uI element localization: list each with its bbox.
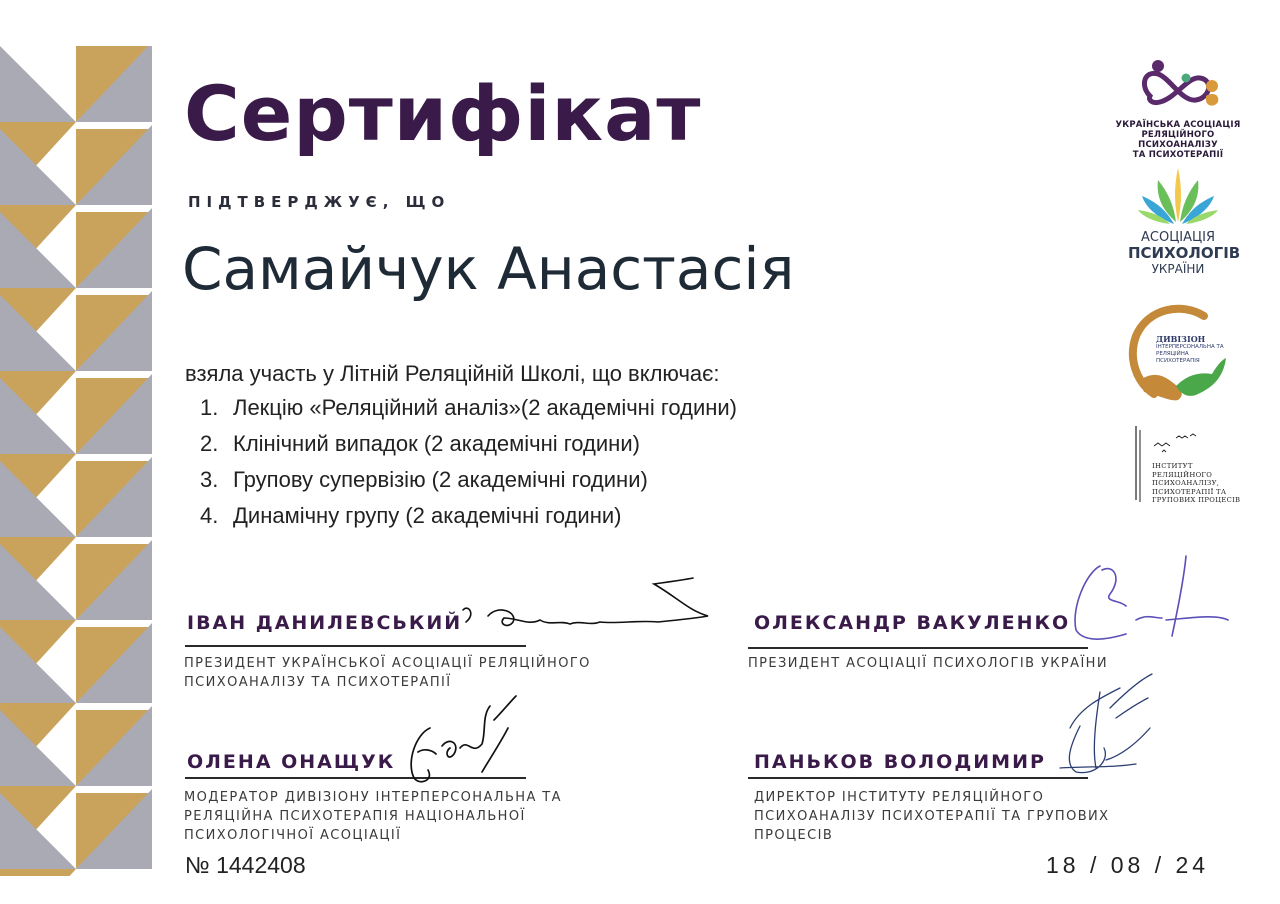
confirms-subtitle: ПІДТВЕРДЖУЄ, ЩО: [188, 193, 451, 211]
program-item: [200, 502, 737, 538]
program-item: [200, 430, 737, 466]
logo-line: ГРУПОВИХ ПРОЦЕСІВ: [1152, 496, 1241, 504]
uarpp-text: [1108, 120, 1248, 160]
item-text: Лекцію «Реляційний аналіз»(2 академічні години): [233, 395, 738, 420]
program-item: [200, 466, 737, 502]
signatory-name-danylevskyi: ІВАН ДАНИЛЕВСЬКИЙ: [187, 612, 463, 634]
logo-line: ТА ПСИХОТЕРАПІЇ: [1132, 150, 1224, 160]
institute-text: [1152, 462, 1252, 505]
recipient-name: Самайчук Анастасія: [182, 235, 795, 303]
role-line: ПСИХОАНАЛІЗУ ТА ПСИХОТЕРАПІЇ: [184, 675, 452, 690]
role-line: ДИРЕКТОР ІНСТИТУТУ РЕЛЯЦІЙНОГО: [754, 790, 1045, 805]
decorative-chevron-border: [0, 46, 152, 876]
role-line: ПРОЦЕСІВ: [754, 828, 834, 843]
logo-line: УКРАЇНСЬКА АСОЦІАЦІЯ: [1115, 120, 1241, 130]
certificate-date: 18 / 08 / 24: [1046, 852, 1210, 878]
division-line-1: ДИВІЗІОН: [1156, 334, 1206, 344]
role-line: ПСИХОАНАЛІЗУ ПСИХОТЕРАПІЇ ТА ГРУПОВИХ: [754, 809, 1110, 824]
signatory-name-onashchuk: ОЛЕНА ОНАЩУК: [187, 751, 396, 773]
item-number: 3.: [200, 467, 219, 492]
signatory-role-danylevskyi: [184, 654, 591, 692]
logo-line: ПСИХОАНАЛІЗУ,: [1152, 479, 1220, 487]
program-items-list: [200, 394, 737, 538]
signature-danylevskyi: [458, 574, 718, 634]
logo-institute: [1132, 424, 1252, 504]
infinity-figures-icon: [1130, 56, 1226, 116]
participation-intro: взяла участь у Літній Реляційній Школі, що включає:: [185, 361, 720, 386]
logo-division: [1126, 302, 1230, 406]
role-line: ПРЕЗИДЕНТ УКРАЇНСЬКОЇ АСОЦІАЦІЇ РЕЛЯЦІЙНОГО: [184, 656, 591, 671]
signatory-role-onashchuk: [184, 788, 562, 845]
logo-app: [1128, 164, 1241, 276]
certificate-title: Сертифікат: [184, 69, 702, 158]
item-number: 4.: [200, 503, 219, 528]
decorative-triangle: [0, 46, 76, 122]
logo-line: РЕЛЯЦІЙНОГО ПСИХОАНАЛІЗУ: [1138, 130, 1218, 150]
item-text: Групову супервізію (2 академічні години): [233, 467, 648, 492]
signature-line: [185, 645, 526, 647]
certificate-number: № 1442408: [185, 852, 306, 878]
division-line-2: ІНТЕРПЕРСОНАЛЬНА ТА: [1156, 344, 1224, 350]
role-line: РЕЛЯЦІЙНА ПСИХОТЕРАПІЯ НАЦІОНАЛЬНОЇ: [184, 809, 526, 824]
role-line: ПРЕЗИДЕНТ АСОЦІАЦІЇ ПСИХОЛОГІВ УКРАЇНИ: [748, 656, 1108, 671]
item-number: 2.: [200, 431, 219, 456]
signature-onashchuk: [398, 692, 528, 792]
signatory-name-pankov: ПАНЬКОВ ВОЛОДИМИР: [754, 751, 1046, 773]
app-line-3: УКРАЇНИ: [1151, 262, 1205, 276]
signature-line: [748, 647, 1088, 649]
division-line-3: РЕЛЯЦІЙНА ПСИХОТЕРАПІЯ: [1156, 351, 1200, 364]
role-line: МОДЕРАТОР ДИВІЗІОНУ ІНТЕРПЕРСОНАЛЬНА ТА: [184, 790, 562, 805]
signature-line: [748, 777, 1088, 779]
item-text: Динамічну групу (2 академічні години): [233, 503, 622, 528]
signature-pankov: [1040, 668, 1170, 788]
role-line: ПСИХОЛОГІЧНОЇ АСОЦІАЦІЇ: [184, 828, 402, 843]
program-item: [200, 394, 737, 430]
app-line-2: ПСИХОЛОГІВ: [1128, 244, 1241, 262]
leaves-icon: [1136, 164, 1220, 226]
logo-line: ПСИХОТЕРАПІЇ ТА: [1152, 487, 1227, 496]
signature-vakulenko: [1066, 548, 1236, 648]
signatory-role-pankov: [754, 788, 1109, 845]
signatory-name-vakulenko: ОЛЕКСАНДР ВАКУЛЕНКО: [754, 612, 1071, 634]
item-text: Клінічний випадок (2 академічні години): [233, 431, 640, 456]
decorative-triangle: [0, 869, 76, 876]
app-line-1: АСОЦІАЦІЯ: [1141, 230, 1215, 245]
item-number: 1.: [200, 395, 219, 420]
logo-line: ІНСТИТУТ РЕЛЯЦІЙНОГО: [1152, 462, 1213, 479]
logo-uarpp: [1108, 56, 1248, 160]
